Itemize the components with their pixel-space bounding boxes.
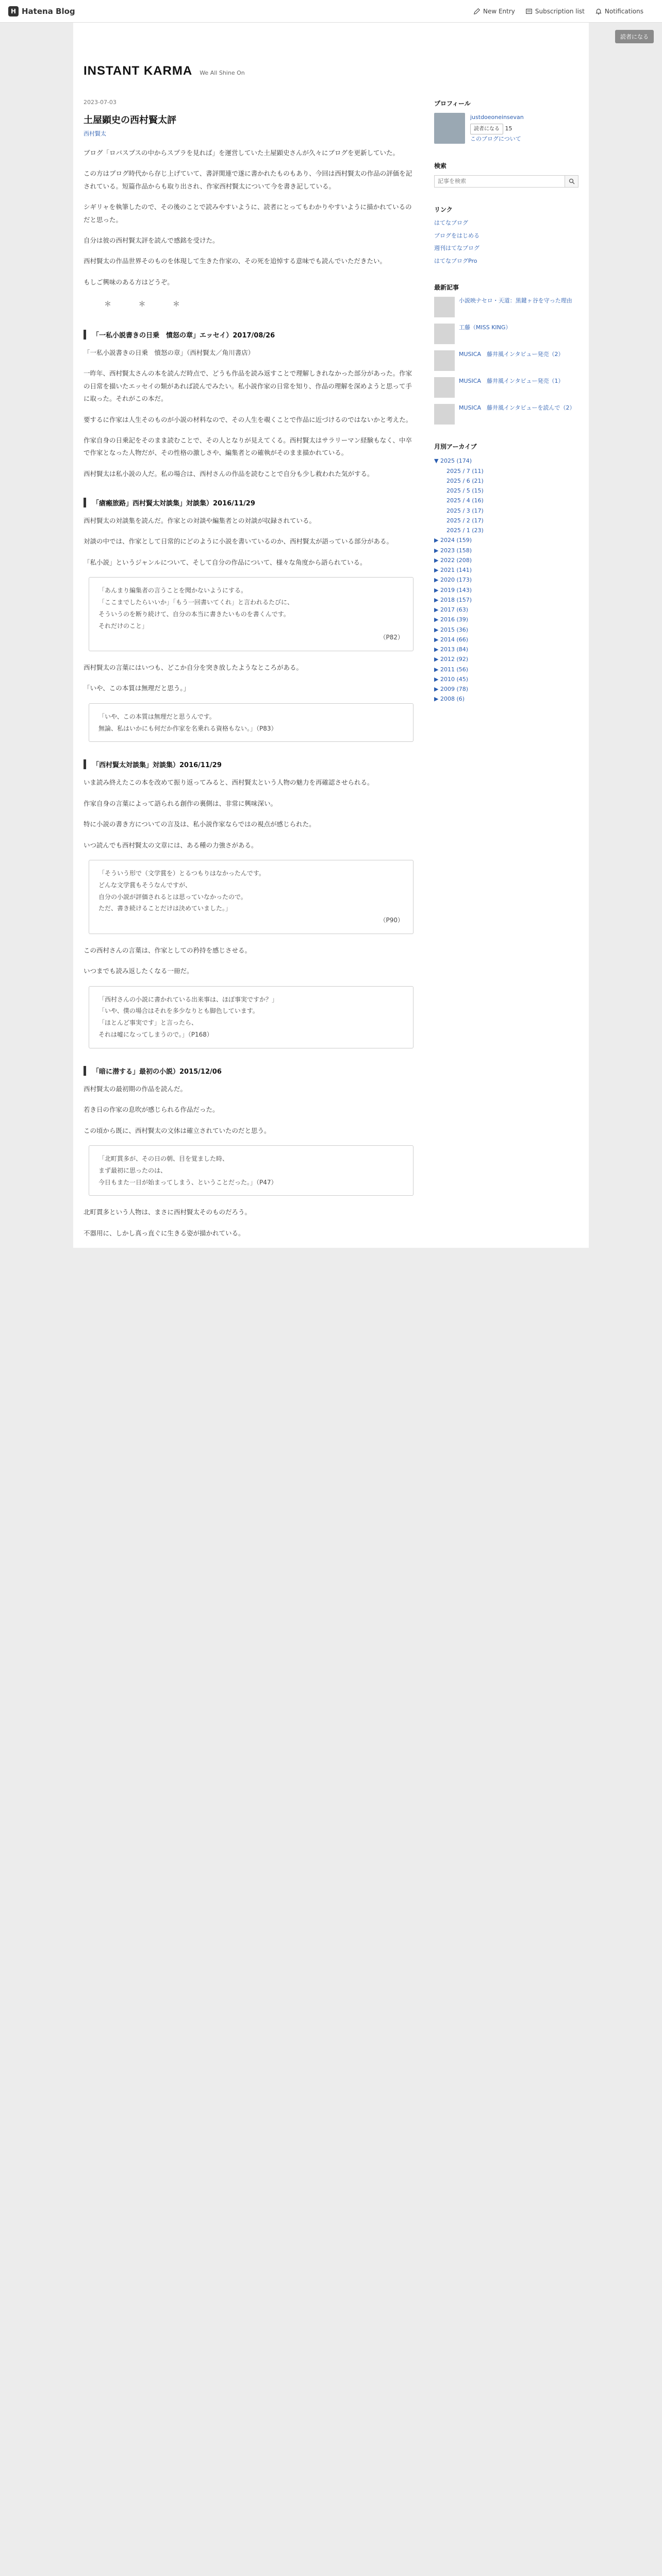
archive-year[interactable]: ▶ 2024 (159) [434, 537, 472, 544]
archive-year[interactable]: ▼ 2025 (174) [434, 457, 472, 465]
recent-entry-title[interactable]: 小説映ナセロ・天道：黒鍵ヶ谷を守った理由 [459, 297, 572, 304]
blog-wrapper [73, 23, 589, 1248]
recent-entry[interactable] [434, 297, 578, 317]
archive-heading: 月別アーカイブ [434, 443, 477, 451]
archive-year[interactable]: ▶ 2012 (92) [434, 656, 469, 663]
about-blog-link[interactable]: このブログについて [470, 135, 521, 142]
recent-thumbnail [434, 297, 455, 317]
quote-line: ただ、書き続けることだけは決めていました。」 [98, 905, 232, 912]
pencil-icon [473, 8, 481, 15]
search-icon [569, 178, 575, 184]
section-heading: 「一私小説書きの日乗 憤怒の章」エッセイ）2017/08/26 [84, 330, 413, 340]
section-paragraph: 要するに作家は人生そのものが小説の材料なので、その人生を覗くことで作品に近づけるのではないかと考えた。 [84, 415, 412, 423]
archive-year[interactable]: ▶ 2010 (45) [434, 675, 469, 683]
top-bar [0, 0, 662, 23]
recent-entry[interactable] [434, 350, 578, 371]
recent-entry-title[interactable]: MUSICA 藤井風インタビュー発売（1） [459, 378, 564, 385]
recent-entry[interactable] [434, 404, 578, 425]
quote-line: まず最初に思ったのは、 [98, 1166, 167, 1174]
section-paragraph: 「いや、この本質は無理だと思う。」 [84, 684, 190, 692]
archive-year[interactable]: ▶ 2008 (6) [434, 696, 465, 703]
subscription-label: Subscription list [535, 7, 585, 15]
hatena-logo-icon: H [8, 6, 19, 16]
reader-count: 15 [505, 125, 512, 132]
quote-line: 「いや、この本質は無理だと思うんです。 [98, 713, 216, 720]
archive-year[interactable]: ▶ 2015 (36) [434, 626, 469, 633]
section-paragraph: 一昨年、西村賢太さんの本を読んだ時点で、どうも作品を読み返すことで理解しきれなかった部分があった。作家の日常を描いたエッセイの類があれば読んでみたい。私小説作家の日常を知り、作品の理解を深めようと思って手に取った。それがこの本だ。 [84, 369, 412, 403]
archive-month[interactable]: 2025 / 4 (16) [446, 497, 484, 504]
archive-year[interactable]: ▶ 2016 (39) [434, 616, 469, 623]
archive-month[interactable]: 2025 / 5 (15) [446, 487, 484, 495]
links-heading: リンク [434, 206, 453, 214]
blog-title[interactable]: INSTANT KARMA [84, 64, 193, 78]
archive-year[interactable]: ▶ 2013 (84) [434, 646, 469, 653]
recent-entry-title[interactable]: MUSICA 藤井風インタビュー発売（2） [459, 351, 564, 358]
intro-paragraph: 西村賢太の作品世界そのものを体現して生きた作家の、その死を追悼する意味でも読んでいただきたい。 [84, 257, 387, 265]
section-paragraph: 西村賢太は私小説の人だ。私の場合は、西村さんの作品を読むことで自分も少し救われた気がする。 [84, 469, 374, 478]
quote-source: （P82） [379, 634, 404, 641]
profile-id[interactable]: justdoeoneinsevan [470, 114, 524, 121]
profile-heading: プロフィール [434, 100, 471, 107]
quote-line: 今日もまた一日が始まってしまう、ということだった。」（P47） [98, 1178, 277, 1186]
blockquote [89, 860, 413, 934]
blog-header [84, 23, 578, 99]
recent-thumbnail [434, 404, 455, 425]
profile-block [434, 99, 578, 144]
section-paragraph: 「私小説」というジャンルについて、そして自分の作品について、様々な角度から語られている。 [84, 558, 367, 566]
archive-year[interactable]: ▶ 2011 (56) [434, 666, 469, 673]
main-content [84, 99, 413, 1248]
links-block [434, 205, 578, 265]
quote-line: 「ほとんど事実です」と言ったら、 [98, 1019, 198, 1027]
top-actions [473, 8, 654, 15]
quote-line: 無論、私はいかにも何だか作家を名乗れる資格もない。」（P83） [98, 724, 277, 732]
sidebar-link[interactable]: 週刊はてなブログ [434, 245, 479, 252]
section-divider: ＊ ＊ ＊ [104, 300, 192, 309]
quote-line: 「そういう形で（文学賞を）とるつもりはなかったんです。 [98, 869, 265, 877]
profile-avatar[interactable] [434, 113, 465, 144]
section-paragraph: 特に小説の書き方についての言及は、私小説作家ならではの視点が感じられた。 [84, 820, 316, 828]
subscription-list-button[interactable] [525, 8, 585, 15]
subscribe-button[interactable]: 読者になる [615, 30, 654, 43]
quote-line: どんな文学賞もそうなんですが、 [98, 881, 192, 889]
archive-year[interactable]: ▶ 2019 (143) [434, 586, 472, 594]
sidebar-link[interactable]: はてなブログ [434, 219, 468, 227]
entry-category[interactable]: 西村賢太 [84, 130, 106, 137]
list-icon [525, 8, 533, 15]
recent-entry-title[interactable]: 工藤（MISS KING） [459, 324, 511, 331]
new-entry-label: New Entry [483, 7, 515, 15]
section-paragraph: いつまでも読み返したくなる一冊だ。 [84, 967, 193, 975]
entry-sections [84, 330, 413, 1240]
bell-icon [595, 8, 602, 15]
intro-paragraph: この方はプログ時代から存じ上げていて、書評関連で遂に書かれたものもあり、今回は西村賢太の作品の評価を記されている。短篇作品からも取り出され、作家西村賢太について今を書き記している。 [84, 170, 412, 190]
intro-paragraph: もしご興味のある方はどうぞ。 [84, 278, 174, 286]
archive-year[interactable]: ▶ 2014 (66) [434, 636, 469, 643]
quote-line: 自分の小説が評価されるとは思っていなかったので。 [98, 893, 247, 901]
quote-line: 「西村さんの小説に書かれている出来事は、ほぼ事実ですか？」 [98, 995, 278, 1003]
entry-date[interactable]: 2023-07-03 [84, 99, 117, 106]
archive-year[interactable]: ▶ 2023 (158) [434, 547, 472, 554]
section-paragraph: 北町貫多という人物は、まさに西村賢太そのものだろう。 [84, 1208, 252, 1216]
hatena-logo[interactable] [8, 6, 75, 16]
section-paragraph: いま読み終えたこの本を改めて振り返ってみると、西村賢太という人物の魅力を再確認させられる。 [84, 778, 374, 787]
quote-line: 「あんまり編集者の言うことを聞かないようにする。 [98, 587, 247, 595]
new-entry-button[interactable] [473, 8, 515, 15]
recent-entry-title[interactable]: MUSICA 藤井風インタビューを読んで（2） [459, 404, 575, 412]
section-paragraph: 対談の中では、作家として日常的にどのように小説を書いているのか、西村賢太が語っている部分がある。 [84, 537, 393, 546]
section-paragraph: この頃から既に、西村賢太の文体は確立されていたのだと思う。 [84, 1126, 271, 1134]
quote-line: そういうのを断り続けて、自分の本当に書きたいものを書くんです。 [98, 610, 290, 618]
archive-year[interactable]: ▶ 2018 (157) [434, 596, 472, 603]
recent-thumbnail [434, 324, 455, 344]
section-paragraph: 不器用に、しかし真っ直ぐに生きる姿が描かれている。 [84, 1229, 245, 1237]
hatena-logo-text: Hatena Blog [22, 6, 75, 16]
archive-month[interactable]: 2025 / 7 (11) [446, 467, 484, 474]
sidebar-link[interactable]: ブログをはじめる [434, 232, 479, 239]
search-button[interactable] [565, 175, 578, 188]
archive-block [434, 442, 578, 704]
recent-thumbnail [434, 350, 455, 371]
section-heading: 「瘡瘢旅路」西村賢太対談集」対談集）2016/11/29 [84, 498, 413, 507]
quote-source: （P90） [379, 917, 404, 924]
quote-line: 「ここまでしたらいいか」「もう一回書いてくれ」と言われるたびに、 [98, 598, 294, 606]
section-paragraph: 若き日の作家の息吹が感じられる作品だった。 [84, 1106, 219, 1114]
section-heading: 「暗に潜する」最初の小説）2015/12/06 [84, 1066, 413, 1076]
blockquote [89, 577, 413, 651]
archive-month[interactable]: 2025 / 2 (17) [446, 517, 484, 524]
archive-year[interactable]: ▶ 2017 (63) [434, 606, 469, 614]
search-heading: 検索 [434, 162, 447, 170]
notifications-label: Notifications [604, 7, 643, 15]
section-paragraph: 「一私小説書きの日乗 憤怒の章」（西村賢太／角川書店） [84, 349, 255, 357]
recent-entry[interactable] [434, 377, 578, 398]
recent-block [434, 283, 578, 425]
recent-entry[interactable] [434, 324, 578, 344]
intro-paragraph: ブログ「ロバスプスの中からスプラを見れば」を運営していた土屋顕史さんが久々にブログを更新していた。 [84, 149, 400, 157]
blockquote [89, 1145, 413, 1196]
archive-year[interactable]: ▶ 2021 (141) [434, 567, 472, 574]
archive-year[interactable]: ▶ 2020 (173) [434, 577, 472, 584]
search-block [434, 161, 578, 188]
section-paragraph: 西村賢太の言葉にはいつも、どこか自分を突き放したようなところがある。 [84, 664, 303, 672]
intro-paragraph: シギリャを執筆したので、その後のことで読みやすいように、読者にとってもわかりやすいように描かれているのだと思った。 [84, 203, 412, 224]
intro-paragraph: 自分は彼の西村賢太評を読んで感銘を受けた。 [84, 236, 219, 244]
notifications-button[interactable] [595, 8, 643, 15]
quote-line: それは嘘になってしまうので。」（P168） [98, 1031, 213, 1039]
search-input[interactable] [434, 175, 565, 188]
section-paragraph: 西村賢太の最初期の作品を読んだ。 [84, 1084, 187, 1093]
sidebar-link[interactable]: はてなブログPro [434, 257, 477, 264]
sidebar [434, 99, 578, 1248]
archive-year[interactable]: ▶ 2022 (208) [434, 556, 472, 564]
quote-line: 「北町貫多が、その日の朝、目を覚ました時、 [98, 1155, 229, 1162]
recent-heading: 最新記事 [434, 284, 459, 292]
read-button[interactable]: 読者になる [470, 124, 503, 134]
section-heading: 「西村賢太対談集」対談集）2016/11/29 [84, 759, 413, 769]
blog-description: We All Shine On [200, 70, 245, 76]
section-paragraph: 作家自身の言葉によって語られる創作の裏側は、非常に興味深い。 [84, 799, 277, 807]
quote-line: それだけのこと」 [98, 622, 148, 630]
archive-month[interactable]: 2025 / 1 (23) [446, 527, 484, 534]
section-paragraph: 西村賢太の対談集を読んだ。作家との対談や編集者との対談が収録されている。 [84, 517, 316, 524]
archive-month[interactable]: 2025 / 6 (21) [446, 477, 484, 484]
blockquote [89, 703, 413, 742]
entry-intro [84, 147, 413, 289]
entry-title[interactable]: 土屋顕史の西村賢太評 [84, 115, 176, 126]
section-paragraph: この西村さんの言葉は、作家としての矜持を感じさせる。 [84, 946, 252, 954]
section-paragraph: いつ読んでも西村賢太の文章には、ある種の力強さがある。 [84, 841, 258, 849]
quote-line: 「いや、僕の場合はそれを多少なりとも脚色しています。 [98, 1007, 259, 1015]
archive-year[interactable]: ▶ 2009 (78) [434, 686, 469, 693]
archive-month[interactable]: 2025 / 3 (17) [446, 507, 484, 514]
section-paragraph: 作家自身の日乗記をそのまま読むことで、その人となりが見えてくる。西村賢太はサラリーマン経験もなく、中卒で作家となった人物だが、その性格の激しさや、編集者との確執がそのまま描かれている。 [84, 436, 412, 457]
blockquote [89, 986, 413, 1048]
recent-thumbnail [434, 377, 455, 398]
